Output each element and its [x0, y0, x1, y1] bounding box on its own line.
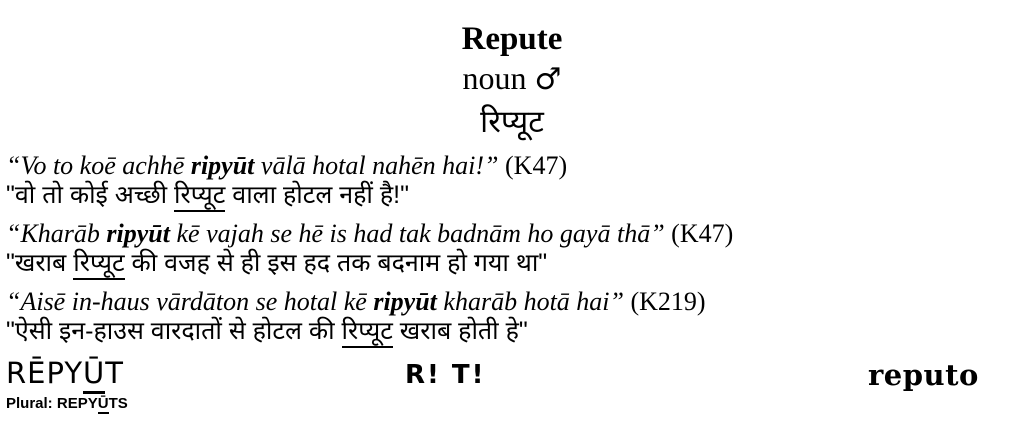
- plural-text: TS: [108, 395, 128, 412]
- transliteration-text: “Vo to koē achhē: [6, 151, 191, 180]
- entry-header: [0, 0, 1024, 144]
- hindi-text: खराब होती हे": [392, 317, 528, 345]
- plural-text: REPY: [56, 395, 98, 412]
- part-of-speech-line: [0, 58, 1024, 100]
- hindi-text: "वो तो कोई अच्छी: [6, 181, 175, 209]
- stress-pattern: R! T!: [405, 360, 486, 390]
- etymology-blackletter: reputo: [868, 358, 979, 392]
- example-3-transliteration: [6, 288, 1024, 316]
- source-reference: (K219): [623, 287, 706, 316]
- male-gender-icon: ♂: [534, 62, 562, 97]
- example-1-transliteration: [6, 152, 1024, 180]
- source-reference: (K47): [498, 151, 568, 180]
- keyword-bold: ripyūt: [373, 287, 437, 316]
- keyword-underlined: रिप्यूट: [174, 181, 225, 212]
- keyword-underlined: रिप्यूट: [73, 249, 124, 280]
- transliteration-text: “Kharāb: [6, 219, 107, 248]
- pronunciation: [6, 358, 124, 389]
- entry-footer: [0, 358, 1024, 428]
- example-1-hindi: [6, 180, 1024, 210]
- plural-line: [6, 395, 128, 412]
- example-2-hindi: [6, 248, 1024, 278]
- headword: Repute: [461, 21, 563, 57]
- pronunciation-text: T: [105, 356, 124, 390]
- source-reference: (K47): [664, 219, 734, 248]
- transliteration-text: kharāb hotā hai”: [436, 287, 624, 316]
- keyword-underlined: रिप्यूट: [342, 317, 393, 348]
- headword-devanagari: रिप्यूट: [480, 104, 544, 139]
- example-3: [6, 288, 1024, 346]
- part-of-speech-label: noun: [462, 60, 527, 96]
- plural-label: Plural:: [6, 395, 57, 412]
- keyword-bold: ripyūt: [106, 219, 170, 248]
- transliteration-text: vālā hotal nahēn hai!”: [254, 151, 499, 180]
- hindi-text: "ऐसी इन-हाउस वारदातों से होटल की: [6, 317, 342, 345]
- example-2: [6, 220, 1024, 278]
- example-2-transliteration: [6, 220, 1024, 248]
- pronunciation-underlined-letter: Ū: [83, 356, 105, 394]
- plural-underlined-letter: Ū: [97, 395, 109, 412]
- hindi-text: वाला होटल नहीं है!": [225, 181, 409, 209]
- hindi-text: की वजह से ही इस हद तक बदनाम हो गया था": [124, 249, 548, 277]
- example-sentences: [0, 152, 1024, 346]
- transliteration-text: “Aisē in-haus vārdāton se hotal kē: [6, 287, 374, 316]
- example-1: [6, 152, 1024, 210]
- hindi-text: "खराब: [6, 249, 74, 277]
- transliteration-text: kē vajah se hē is had tak badnām ho gayā thā”: [170, 219, 665, 248]
- keyword-bold: ripyūt: [190, 151, 255, 180]
- example-3-hindi: [6, 316, 1024, 346]
- pronunciation-text: RĒPY: [6, 356, 84, 390]
